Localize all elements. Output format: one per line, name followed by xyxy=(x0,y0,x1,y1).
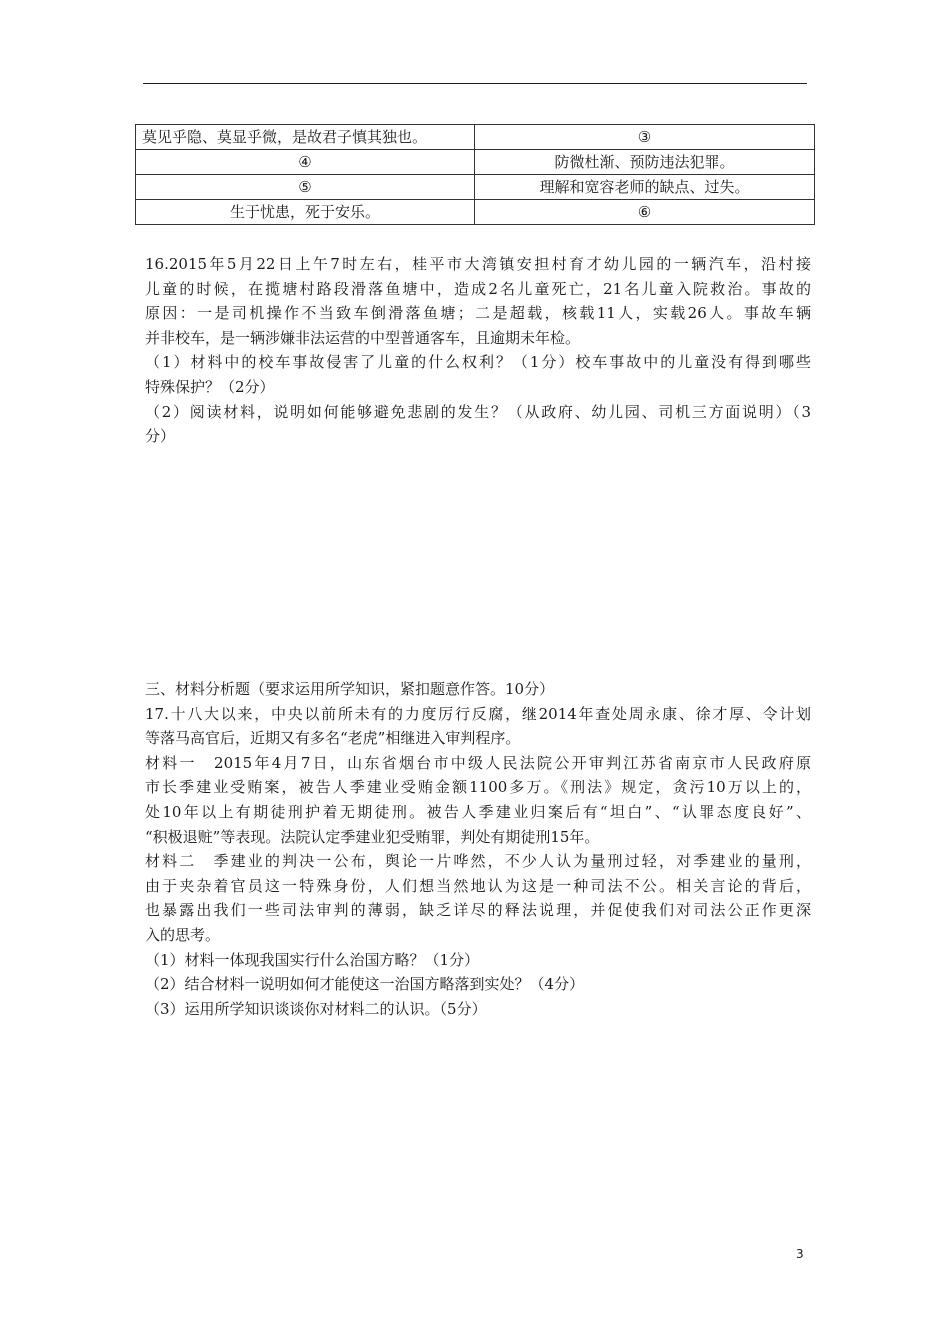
text-line: 市长季建业受贿案，被告人季建业受贿金额1100多万。《刑法》规定，贪污10万以上的， xyxy=(145,778,811,797)
table-row xyxy=(136,200,815,225)
question-16 xyxy=(145,252,811,449)
table-cell: 莫见乎隐、莫显乎微，是故君子慎其独也。 xyxy=(136,125,475,150)
text-line: 也暴露出我们一些司法审判的薄弱，缺乏详尽的释法说理，并促使我们对司法公正作更深 xyxy=(145,901,811,920)
table-row xyxy=(136,150,815,175)
text-line: 特殊保护？（2分） xyxy=(145,377,275,396)
text-line: 17.十八大以来，中央以前所未有的力度厉行反腐，继2014年查处周永康、徐才厚、令计划 xyxy=(145,704,811,723)
text-line: （1）材料中的校车事故侵害了儿童的什么权利？（1分）校车事故中的儿童没有得到哪些 xyxy=(145,353,811,372)
table-cell: 防微杜渐、预防违法犯罪。 xyxy=(475,150,815,175)
sub-question: （2）结合材料一说明如何才能使这一治国方略落到实处？（4分） xyxy=(145,975,585,994)
header-rule xyxy=(143,83,807,84)
table-cell: 理解和宽容老师的缺点、过失。 xyxy=(475,175,815,200)
text-line: 入的思考。 xyxy=(145,925,221,944)
text-line: 分） xyxy=(145,427,176,446)
table-cell: ④ xyxy=(136,150,475,175)
text-line: 原因：一是司机操作不当致车倒滑落鱼塘；二是超载，核载11人，实载26人。事故车辆 xyxy=(145,304,811,323)
matching-table xyxy=(135,124,815,225)
section-heading: 三、材料分析题（要求运用所学知识，紧扣题意作答。10分） xyxy=(145,680,555,698)
text-line: 16.2015年5月22日上午7时左右，桂平市大湾镇安担村育才幼儿园的一辆汽车，沿村接 xyxy=(145,255,811,273)
section-3-material-analysis xyxy=(145,677,811,1021)
text-line: 材料二 季建业的判决一公布，舆论一片哗然，不少人认为量刑过轻，对季建业的量刑， xyxy=(145,852,811,871)
table-row xyxy=(136,175,815,200)
text-line: （2）阅读材料，说明如何能够避免悲剧的发生？（从政府、幼儿园、司机三方面说明）（3 xyxy=(145,402,811,421)
text-line: “积极退赃”等表现。法院认定季建业犯受贿罪，判处有期徒刑15年。 xyxy=(145,827,600,846)
sub-question: （3）运用所学知识谈谈你对材料二的认识。（5分） xyxy=(145,999,487,1018)
table-cell: ⑤ xyxy=(136,175,475,200)
page-number: 3 xyxy=(796,1247,804,1261)
text-line: 等落马高官后，近期又有多名“老虎”相继进入审判程序。 xyxy=(145,729,521,748)
table-row xyxy=(136,125,815,150)
text-line: 处10年以上有期徒刑护着无期徒刑。被告人季建业归案后有“坦白”、“认罪态度良好”、 xyxy=(145,802,811,821)
text-line: 儿童的时候，在揽塘村路段滑落鱼塘中，造成2名儿童死亡，21名儿童入院救治。事故的 xyxy=(145,279,811,298)
table-cell: ⑥ xyxy=(475,200,815,225)
text-line: 并非校车，是一辆涉嫌非法运营的中型普通客车，且逾期未年检。 xyxy=(145,328,581,347)
text-line: 材料一 2015年4月7日，山东省烟台市中级人民法院公开审判江苏省南京市人民政府原 xyxy=(145,753,811,772)
sub-question: （1）材料一体现我国实行什么治国方略？（1分） xyxy=(145,950,480,969)
table-cell: 生于忧患，死于安乐。 xyxy=(136,200,475,225)
table-cell: ③ xyxy=(475,125,815,150)
text-line: 由于夹杂着官员这一特殊身份，人们想当然地认为这是一种司法不公。相关言论的背后， xyxy=(145,876,811,895)
